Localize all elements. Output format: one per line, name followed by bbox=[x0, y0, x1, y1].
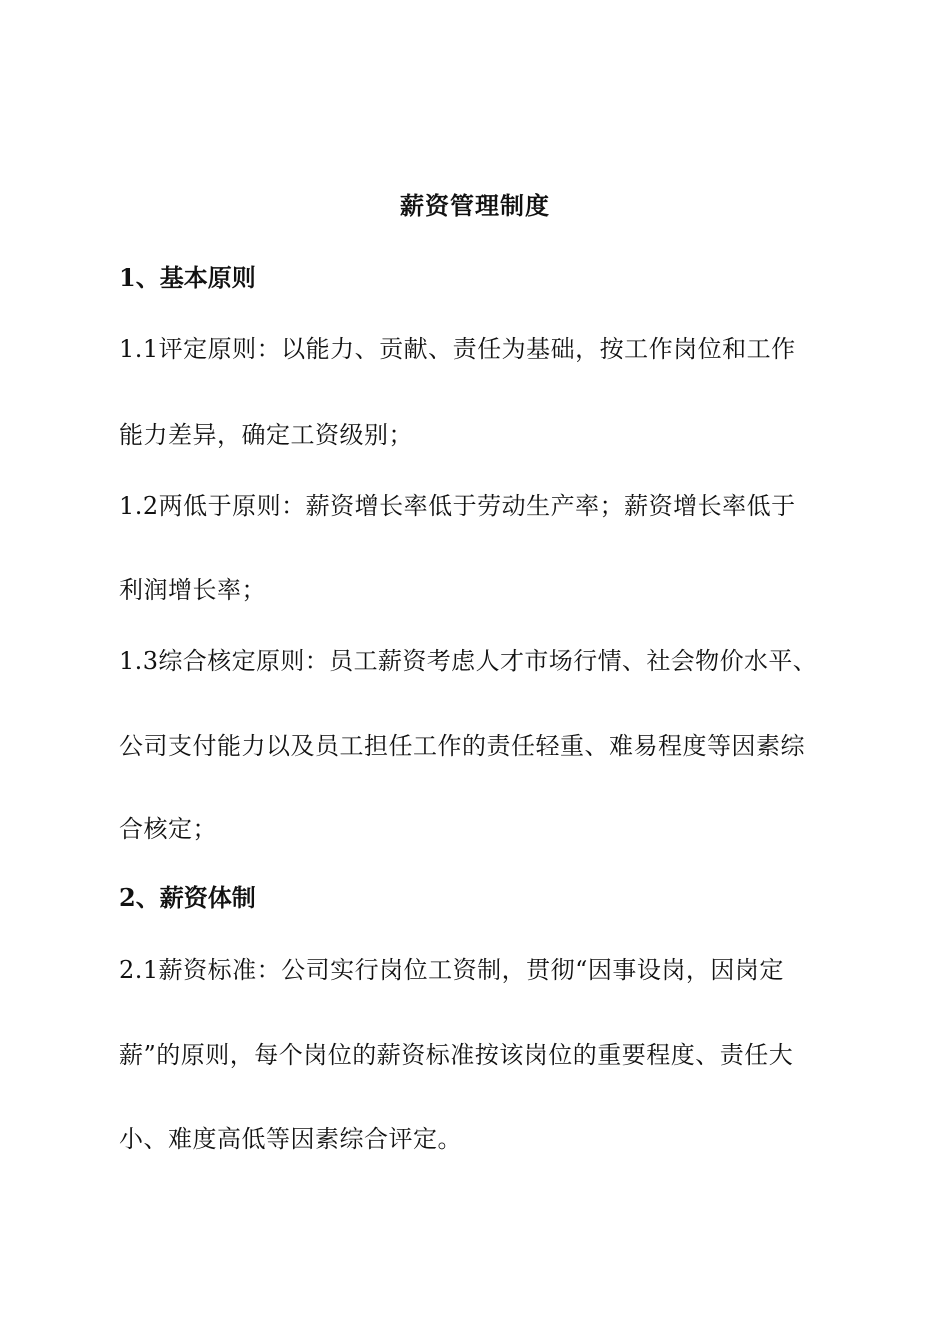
section-heading-salary-system: 2、薪资体制 bbox=[119, 883, 256, 912]
paragraph-2-1-line-2: 薪”的原则，每个岗位的薪资标准按该岗位的重要程度、责任大 bbox=[119, 1041, 794, 1069]
paragraph-1-3-line-2: 公司支付能力以及员工担任工作的责任轻重、难易程度等因素综 bbox=[119, 732, 805, 760]
paragraph-1-3-line-3: 合核定； bbox=[119, 815, 217, 843]
paragraph-2-1-line-3: 小、难度高低等因素综合评定。 bbox=[119, 1125, 462, 1153]
paragraph-2-1-line-1: 2.1薪资标准：公司实行岗位工资制，贯彻“因事设岗，因岗定 bbox=[119, 956, 784, 984]
paragraph-1-3-line-1: 1.3综合核定原则：员工薪资考虑人才市场行情、社会物价水平、 bbox=[119, 647, 818, 675]
paragraph-1-1-line-2: 能力差异，确定工资级别； bbox=[119, 421, 413, 449]
section-heading-basic-principles: 1、基本原则 bbox=[119, 263, 256, 292]
paragraph-1-2-line-2: 利润增长率； bbox=[119, 576, 266, 604]
document-title: 薪资管理制度 bbox=[400, 191, 550, 220]
paragraph-1-1-line-1: 1.1评定原则：以能力、贡献、责任为基础，按工作岗位和工作 bbox=[119, 335, 796, 363]
paragraph-1-2-line-1: 1.2两低于原则：薪资增长率低于劳动生产率；薪资增长率低于 bbox=[119, 492, 796, 520]
